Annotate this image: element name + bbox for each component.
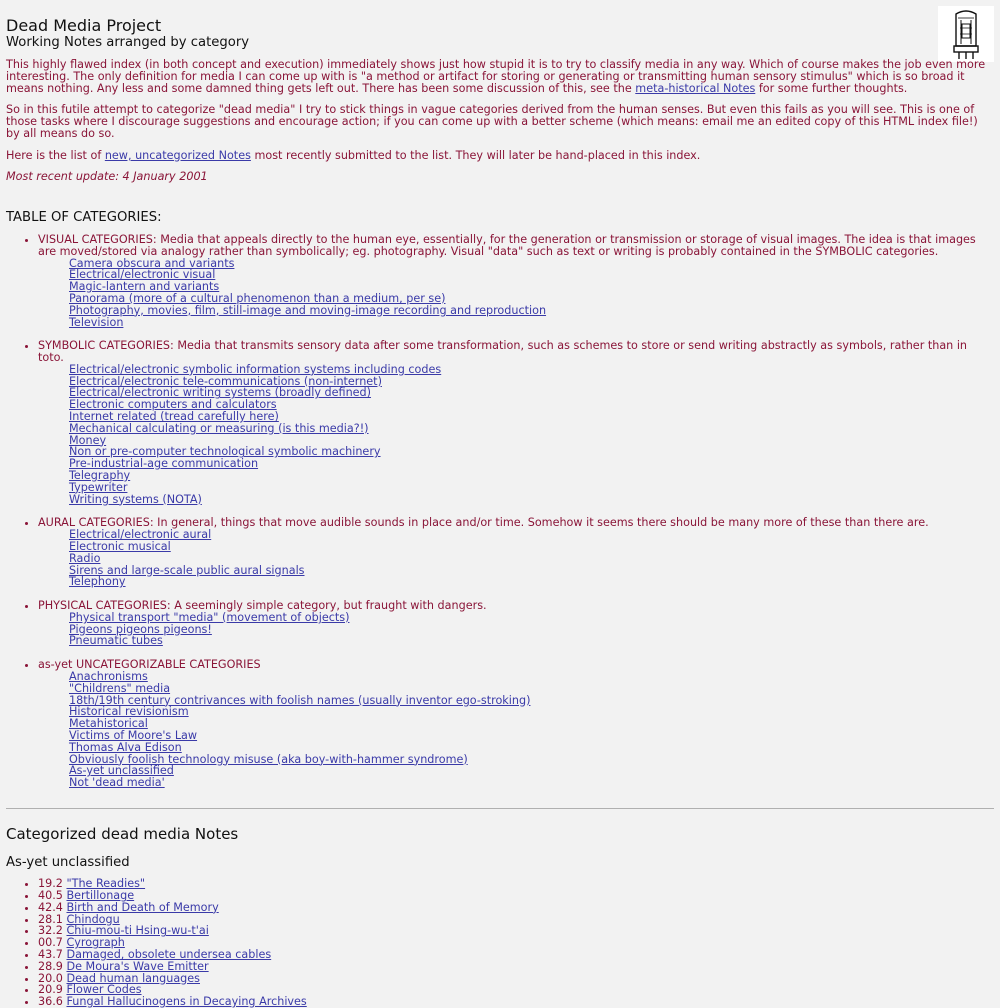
category-link-item [69, 458, 994, 470]
note-number: 40.5 [38, 889, 63, 902]
category-link[interactable]: Non or pre-computer technological symbolic machinery [69, 445, 381, 459]
note-item [38, 925, 994, 937]
category-link[interactable]: Sirens and large-scale public aural signals [69, 563, 305, 577]
note-item [38, 902, 994, 914]
category-link-item [69, 635, 994, 647]
category-item [38, 234, 994, 328]
category-link[interactable]: Pigeons pigeons pigeons! [69, 622, 212, 636]
category-link[interactable]: Electronic computers and calculators [69, 398, 277, 412]
update-date: Most recent update: 4 January 2001 [6, 170, 208, 184]
category-link[interactable]: Electrical/electronic symbolic information systems including codes [69, 362, 442, 376]
intro-paragraph-3 [6, 150, 994, 162]
category-link[interactable]: Metahistorical [69, 717, 148, 731]
category-link-item [69, 529, 994, 541]
note-number: 20.9 [38, 983, 63, 997]
note-number: 32.2 [38, 924, 63, 938]
category-link[interactable]: Telegraphy [69, 469, 131, 483]
category-label: PHYSICAL CATEGORIES: A seemingly simple category, but fraught with dangers. [38, 599, 487, 613]
meta-historical-notes-link[interactable]: meta-historical Notes [635, 81, 756, 95]
note-item [38, 878, 994, 890]
category-link-item [69, 671, 994, 683]
category-link[interactable]: Electrical/electronic writing systems (broadly defined) [69, 386, 372, 400]
category-links [38, 529, 994, 588]
category-links [38, 258, 994, 329]
notes-section-heading: Categorized dead media Notes [6, 825, 239, 843]
category-item [38, 659, 994, 789]
category-link[interactable]: Radio [69, 551, 101, 565]
note-link[interactable]: Cyrograph [66, 936, 125, 950]
category-link[interactable]: Electrical/electronic tele-communications (non-internet) [69, 374, 382, 388]
category-link-item [69, 777, 994, 789]
category-link-item [69, 317, 994, 329]
category-list [6, 234, 994, 789]
note-link[interactable]: Chiu-mou-ti Hsing-wu-t'ai [66, 924, 209, 938]
category-link[interactable]: Historical revisionism [69, 705, 189, 719]
category-link-item [69, 494, 994, 506]
intro-p1-tail: for some further thoughts. [755, 81, 908, 95]
category-link[interactable]: As-yet unclassified [69, 764, 174, 778]
note-link[interactable]: "The Readies" [66, 877, 146, 891]
note-link[interactable]: Birth and Death of Memory [66, 900, 219, 914]
page-subtitle: Working Notes arranged by category [6, 35, 250, 50]
note-number: 00.7 [38, 936, 63, 950]
divider [6, 808, 994, 809]
category-label: AURAL CATEGORIES: In general, things that move audible sounds in place and/or time. Somehow it seems there should be many more of these than there are. [38, 516, 929, 530]
category-link-item [69, 541, 994, 553]
note-link[interactable]: Bertillonage [66, 889, 135, 902]
category-item [38, 517, 994, 588]
note-link[interactable]: Chindogu [66, 912, 120, 926]
note-link[interactable]: Flower Codes [66, 983, 142, 997]
category-link[interactable]: Money [69, 433, 107, 447]
notes-subsection-heading: As-yet unclassified [6, 855, 130, 870]
page-title: Dead Media Project [6, 16, 162, 35]
category-link[interactable]: Victims of Moore's Law [69, 729, 198, 743]
category-item [38, 600, 994, 647]
category-links [38, 612, 994, 647]
category-link[interactable]: Electrical/electronic visual [69, 268, 216, 282]
category-link[interactable]: Television [69, 315, 124, 329]
category-link-item [69, 765, 994, 777]
note-number: 28.9 [38, 959, 63, 973]
category-link-item [69, 482, 994, 494]
intro-p1-text: This highly flawed index (in both concept and execution) immediately shows just how stupid it is to try to classify media in any way. Which of course makes the job even more interesting. The only definition for media I can come up with is "a method or artifact for storing or generating or transmitting human sensory stimulus" which is so broad it means nothing. Any less and some damned thing gets left out. There has been some discussion of this, see the [6, 58, 986, 95]
category-label: VISUAL CATEGORIES: Media that appeals directly to the human eye, essentially, for the generation or transmission or storage of visual images. The idea is that images are moved/stored via analogy rather than symbolically; eg. photography. Visual "data" such as text or writing is probably contained in the SYMBOLIC categories. [38, 233, 976, 258]
category-link[interactable]: Panorama (more of a cultural phenomenon than a medium, per se) [69, 291, 446, 305]
category-link-item [69, 576, 994, 588]
category-link-item [69, 624, 994, 636]
category-links [38, 364, 994, 506]
category-label: SYMBOLIC CATEGORIES: Media that transmits sensory data after some transformation, such as schemes to store or send writing abstractly as symbols, rather than in toto. [38, 339, 968, 365]
notes-list [6, 878, 994, 1008]
category-link[interactable]: Anachronisms [69, 670, 148, 684]
intro-p3-tail: most recently submitted to the list. They will later be hand-placed in this index. [250, 148, 701, 162]
category-link-item [69, 565, 994, 577]
category-link[interactable]: Obviously foolish technology misuse (aka boy-with-hammer syndrome) [69, 752, 468, 766]
category-link[interactable]: Electrical/electronic aural [69, 528, 212, 542]
note-number: 36.6 [38, 995, 63, 1008]
note-number: 19.2 [38, 877, 63, 891]
note-number: 43.7 [38, 947, 63, 961]
category-link-item [69, 305, 994, 317]
category-link-item [69, 754, 994, 766]
note-number: 20.0 [38, 971, 63, 985]
category-link[interactable]: Physical transport "media" (movement of objects) [69, 610, 350, 624]
category-label: as-yet UNCATEGORIZABLE CATEGORIES [38, 658, 261, 672]
note-item [38, 973, 994, 985]
note-link[interactable]: Damaged, obsolete undersea cables [66, 947, 272, 961]
category-link[interactable]: Thomas Alva Edison [69, 740, 182, 754]
category-link-item [69, 470, 994, 482]
category-link-item [69, 730, 994, 742]
category-link[interactable]: Typewriter [69, 480, 128, 494]
intro-p3-text: Here is the list of [6, 148, 105, 162]
page-content [6, 18, 994, 1008]
category-link[interactable]: Photography, movies, film, still-image and moving-image recording and reproduction [69, 303, 547, 317]
category-link[interactable]: Writing systems (NOTA) [69, 492, 202, 506]
category-link[interactable]: Pneumatic tubes [69, 634, 163, 648]
category-link[interactable]: Magic-lantern and variants [69, 280, 220, 294]
note-link[interactable]: De Moura's Wave Emitter [66, 959, 209, 973]
note-number: 42.4 [38, 900, 63, 914]
new-uncategorized-notes-link[interactable]: new, uncategorized Notes [104, 148, 251, 162]
category-link[interactable]: 18th/19th century contrivances with foolish names (usually inventor ego-stroking) [69, 693, 531, 707]
category-link[interactable]: Pre-industrial-age communication [69, 457, 259, 471]
category-link[interactable]: Camera obscura and variants [69, 256, 235, 270]
toc-heading: TABLE OF CATEGORIES: [6, 210, 162, 226]
category-link[interactable]: Telephony [69, 575, 126, 589]
note-link[interactable]: Dead human languages [66, 971, 200, 985]
category-links [38, 671, 994, 789]
note-link[interactable]: Fungal Hallucinogens in Decaying Archives [66, 995, 307, 1008]
category-link[interactable]: Electronic musical [69, 539, 171, 553]
category-link[interactable]: "Childrens" media [69, 681, 171, 695]
category-link[interactable]: Mechanical calculating or measuring (is this media?!) [69, 421, 369, 435]
intro-paragraph-1 [6, 59, 994, 94]
category-link-item [69, 706, 994, 718]
category-link[interactable]: Not 'dead media' [69, 776, 165, 790]
note-item [38, 996, 994, 1008]
note-number: 28.1 [38, 912, 63, 926]
intro-paragraph-2: So in this futile attempt to categorize "dead media" I try to stick things in vague categories derived from the human senses. But even this fails as you will see. This is one of those tasks where I discourage suggestions and encourage action; if you can come up with a better scheme (which means: email me an edited copy of this HTML index file!) by all means do so. [6, 103, 978, 140]
category-item [38, 340, 994, 505]
category-link-item [69, 423, 994, 435]
category-link-item [69, 718, 994, 730]
category-link-item [69, 695, 994, 707]
category-link[interactable]: Internet related (tread carefully here) [69, 410, 279, 424]
